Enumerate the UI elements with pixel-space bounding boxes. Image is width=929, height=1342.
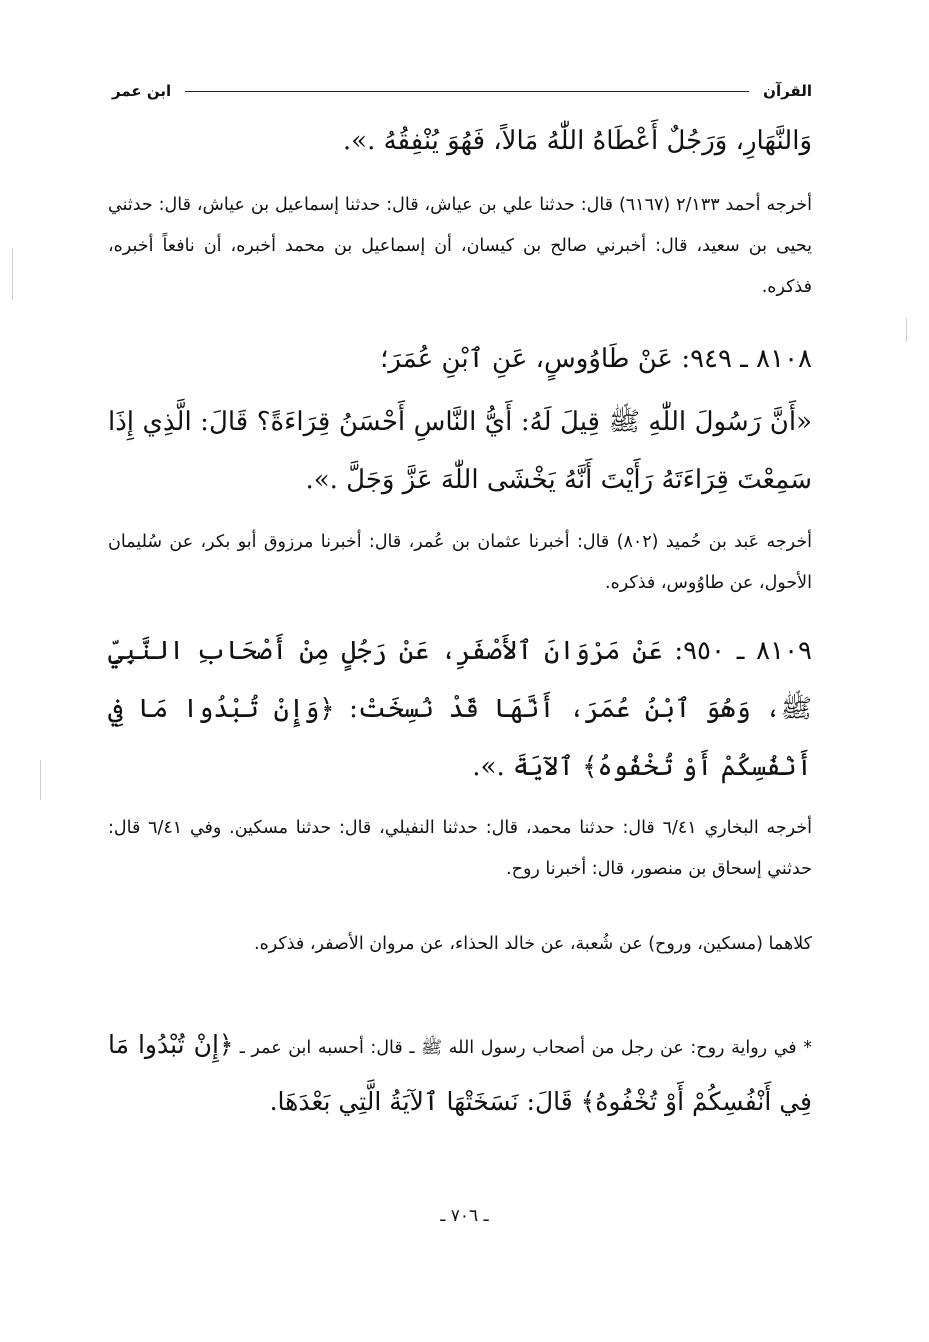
running-head: [112, 78, 812, 104]
hadith-text-continuation: وَالنَّهَارِ، وَرَجُلٌ أَعْطَاهُ اللّٰهُ مَالاً، فَهُوَ يُنْفِقُهُ .».: [342, 126, 812, 156]
scan-margin-mark: [12, 248, 13, 300]
scan-margin-mark: [40, 760, 41, 800]
takhrij-paragraph: أخرجه البخاري ٦/٤١ قال: حدثنا محمد، قال: حدثنا النفيلي، قال: حدثنا مسكين. وفي ٦/٤١ قال: حدثني إسحاق بن منصور، قال: أخبرنا روح.: [108, 818, 813, 879]
hadith-heading-and-text: ٨١٠٩ ـ ٩٥٠: عَنْ مَرْوَانَ ٱلأَصْفَرِ، عَنْ رَجُلٍ مِنْ أَصْحَابِ النَّبِيِّ ﷺ، وَهُوَ ٱبْنُ عُمَرَ، أَنَّهَا قَدْ نُسِخَتْ: ﴿وَإِنْ تُبْدُوا مَا فِي أَنْفُسِكُمْ أَوْ تُخْفُوهُ﴾ ٱلآيَةَ .».: [108, 636, 812, 782]
hadith-heading: ٨١٠٨ ـ ٩٤٩: عَنْ طَاوُوسٍ، عَنِ ٱبْنِ عُمَرَ؛: [380, 344, 812, 374]
header-book-title: القرآن: [763, 82, 812, 100]
hadith-text: «أَنَّ رَسُولَ اللّٰهِ ﷺ قِيلَ لَهُ: أَيُّ النَّاسِ أَحْسَنُ قِرَاءَةً؟ قَالَ: الَّذِي إِذَا سَمِعْتَ قِرَاءَتَهُ رَأَيْتَ أَنَّهُ يَخْشَى اللّٰهَ عَزَّ وَجَلَّ .».: [108, 407, 812, 495]
takhrij-paragraph: أخرجه أحمد ٢/١٣٣ (٦١٦٧) قال: حدثنا علي بن عياش، قال: حدثنا إسماعيل بن عياش، قال: حدثني يحيى بن سعيد، قال: أخبرني صالح بن كيسان، أن إسماعيل بن محمد أخبره، أن نافعاً أخبره، فذكره.: [108, 195, 812, 297]
page-number: ـ ٧٠٦ ـ: [440, 1206, 489, 1226]
header-rule: [185, 91, 749, 92]
variant-note-quote: ﴿إِنْ تُبْدُوا مَا فِي أَنْفُسِكُمْ أَوْ تُخْفُوهُ﴾ قَالَ: نَسَخَتْهَا ٱلآيَةُ الَّتِي بَعْدَهَا.: [108, 1030, 812, 1116]
takhrij-paragraph: كلاهما (مسكين، وروح) عن شُعبة، عن خالد الحذاء، عن مروان الأصفر، فذكره.: [254, 934, 812, 954]
scan-margin-mark: [906, 318, 907, 342]
variant-note-lead: * في رواية روح: عن رجل من أصحاب رسول الله ﷺ ـ قال: أحسبه ابن عمر ـ: [239, 1038, 813, 1058]
header-companion-name: ابن عمر: [112, 82, 172, 100]
variant-note: [108, 1018, 812, 1132]
takhrij-paragraph: أخرجه عَبد بن حُميد (٨٠٢) قال: أخبرنا عثمان بن عُمر، قال: أخبرنا مرزوق أبو بكر، عن سُليمان الأحول، عن طاوُوس، فذكره.: [108, 532, 812, 593]
